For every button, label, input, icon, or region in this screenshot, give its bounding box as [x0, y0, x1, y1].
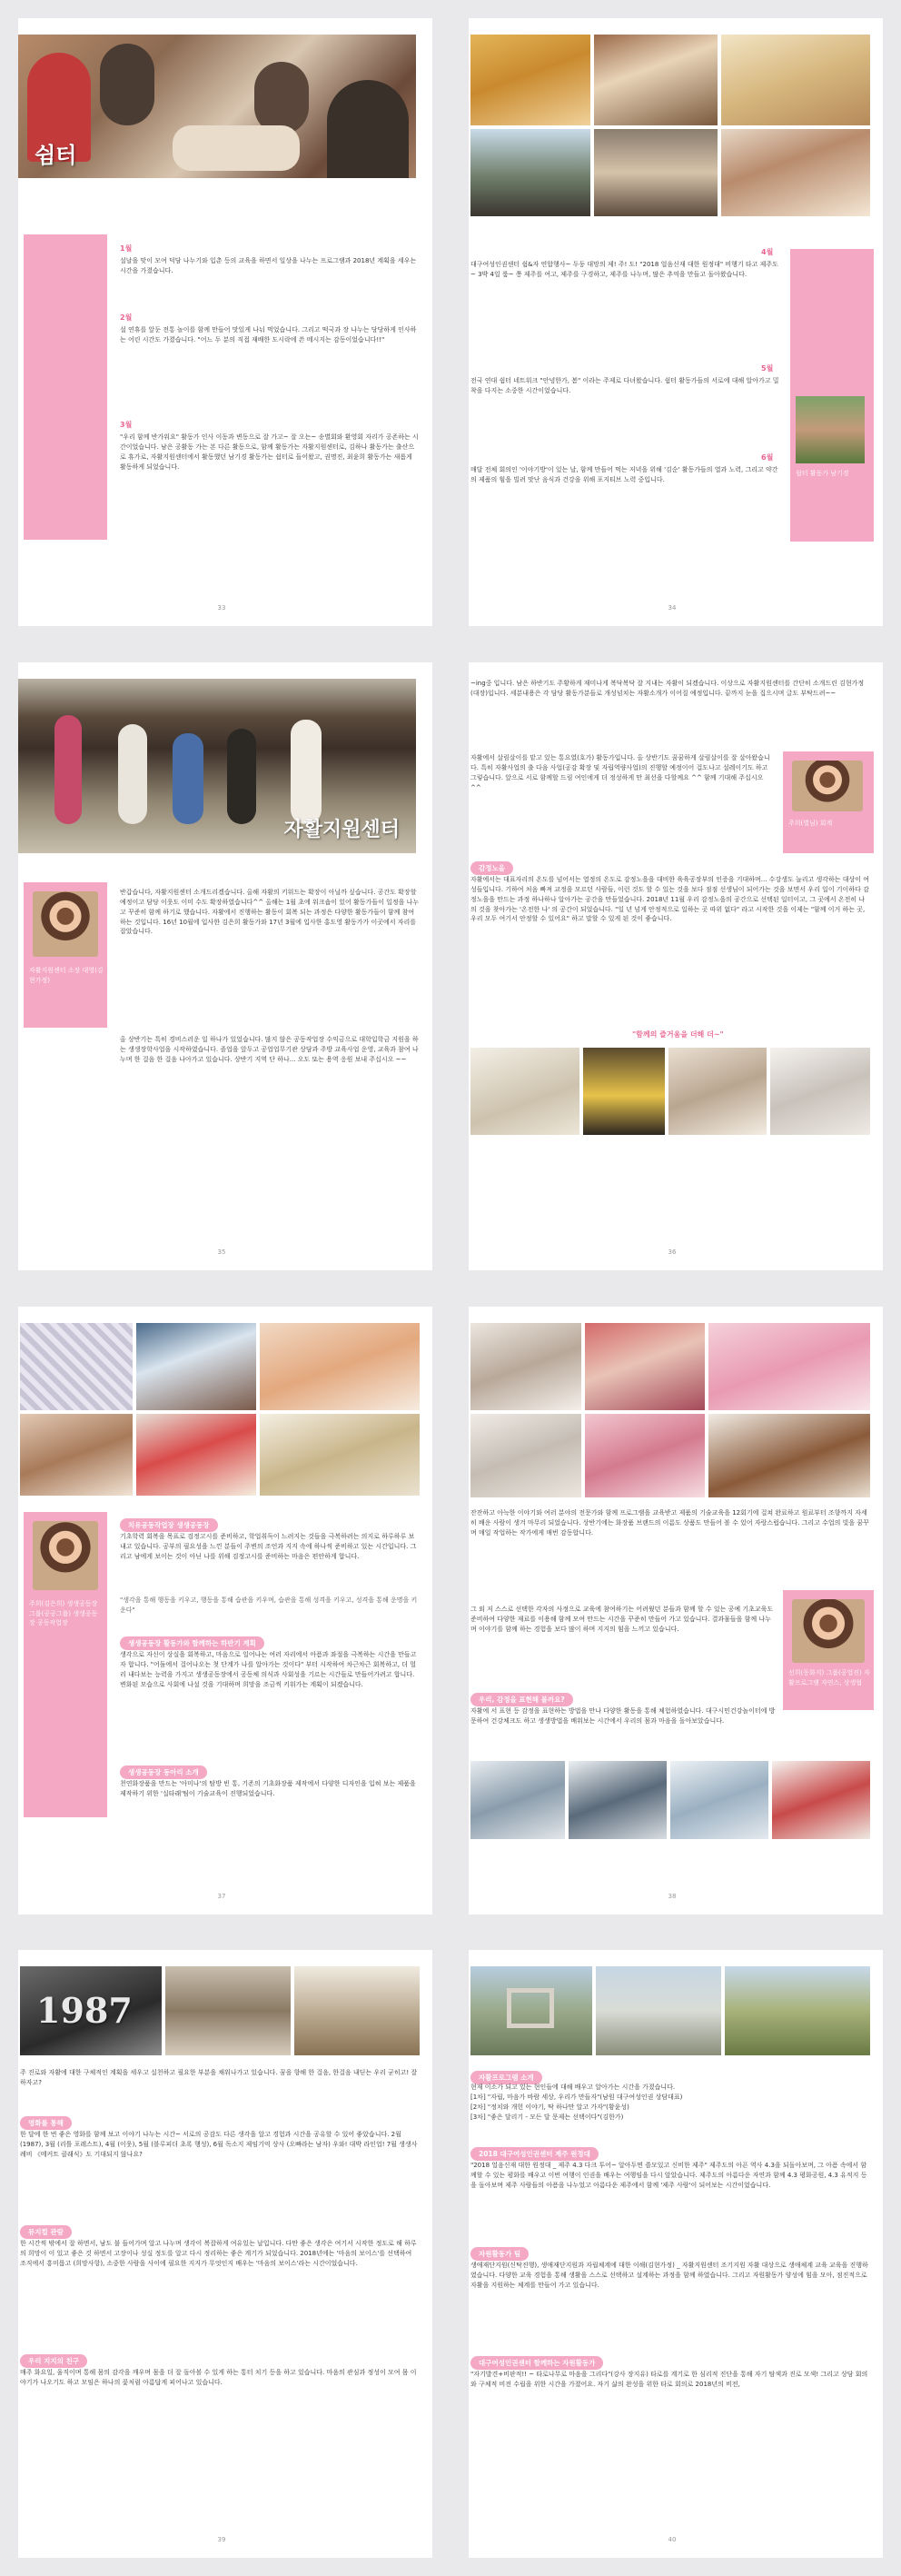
craft-photo-4	[20, 1414, 133, 1496]
page-39	[18, 1950, 432, 2558]
spread-37-38	[0, 1288, 901, 1933]
activist-photo	[796, 396, 865, 463]
section-pill: 대구여성인권센터 함께하는 자원활동가	[470, 2356, 603, 2370]
spread-39-40	[0, 1932, 901, 2576]
sidebar-caption: 쉼터 활동가 남기경	[796, 470, 849, 477]
page-33	[18, 18, 432, 626]
staff-portrait	[33, 1521, 98, 1590]
pink-sidebar	[790, 249, 874, 542]
paragraph: 자활에 서 표현 등 감정을 표현하는 방법을 만나 다양한 활동을 통해 체험하였습니다. 대구시민건강놀이터에 방문하여 건강체크도 하고 생생방법을 배워보는 시간에서 우리의 몸과 마음을 돌아보았습니다.	[470, 1707, 776, 1725]
craft-photo-1	[20, 1323, 133, 1410]
section-pill: 뮤지컬 관람	[20, 2225, 72, 2239]
jeju-photo-3	[725, 1966, 870, 2055]
pink-sidebar	[783, 1590, 874, 1710]
spread-33-34	[0, 0, 901, 644]
jeju-photo-2	[596, 1966, 721, 2055]
paragraph: 한 달에 한 번 좋은 영화를 함께 보고 이야기 나누는 시간~ 서로의 공감도 다른 생각을 알고 경험과 시간을 공유할 수 있어 좋았습니다. 2월 (1987), 3월 (리틀 포레스트), 4월 (이웃), 5월 (블루피더 초록 행성), 6월 독소지 제임기억 상사 (오빠라는 남자) 우와! 대박 라인업! 7월 생생사례비 《메커트 클래식》도 기대되지 않나요?	[20, 2131, 418, 2158]
activity-photo-1	[470, 1761, 565, 1839]
group-dinner-photo	[18, 35, 416, 178]
page-36	[469, 662, 883, 1270]
cosmetics-photo-3	[708, 1323, 870, 1410]
section-pill: 감정노을	[470, 861, 513, 875]
movie-poster-photo	[20, 1966, 162, 2055]
craft-photo-3	[260, 1323, 420, 1410]
group-photo-dinner	[594, 129, 718, 216]
section-pill: 자원활동가 팀	[470, 2247, 529, 2261]
paragraph: 기초학력 회복을 목표로 검정고시를 준비하고, 학업취득이 느려지는 것들을 극복하려는 의지로 하루하루 보내고 있습니다. 공부의 필요성을 느낀 분들이 주변의 조언과 지지 속에 하나씩 준비하고 있는 시간입니다. 그리고 남에게 보이는 것이 아닌 나를 위해 검정고시를 준비하는 마음은 편안하게 합니다.	[120, 1533, 417, 1560]
section-text: 설 연휴를 앞둔 전통 놀이를 함께 만들어 맛있게 나눠 먹었습니다. 그리고 떡국과 장 나누는 당당하게 인사하는 어린 시간도 가졌습니다. "어느 두 분의 직접 재배한 도시락에 쓴 메시지는 감동이었습니다!!"	[120, 326, 417, 343]
page-number: 36	[668, 1248, 677, 1256]
month-heading: 2월	[120, 313, 133, 322]
profile-caption: 선희(동화지) 그룹(공업진) 자활프로그램 자연스, 상생협	[788, 1669, 870, 1686]
movie-title-caption: 1987	[36, 1990, 133, 2031]
profile-caption: 주희(김은희) 생생공동장 그룹(공공그룹) 생생공동장 공동작업장	[29, 1600, 98, 1626]
spread-35-36	[0, 644, 901, 1288]
food-photo-1	[470, 35, 590, 125]
section-pill: 2018 대구여성인권센터 제주 원정대	[470, 2147, 599, 2161]
month-heading: 5월	[761, 364, 774, 373]
section-pill: 치유공동작업장 생생공동장	[120, 1518, 218, 1532]
photo-caption-center: 자활지원센터	[283, 818, 400, 841]
cosmetics-photo-4	[470, 1414, 581, 1497]
craft-photo-5	[136, 1414, 256, 1496]
pink-sidebar	[24, 882, 107, 1028]
activity-photo-4	[772, 1761, 870, 1839]
craft-photo-1	[668, 1048, 767, 1135]
dance-photo	[294, 1966, 420, 2055]
month-heading: 4월	[761, 248, 774, 256]
page-number: 39	[217, 2536, 226, 2543]
paragraph: 잔잔하고 아늑한 이야기와 여러 분야의 전문가와 함께 프로그램을 교육받고 제품의 기술교육을 12회기에 걸쳐 완료하고 원료부터 조향까지 자세히 배운 사람이 생겨 마무리 되었습니다. 상반기에는 화장품 브랜드의 이름도 상품도 만들어 볼 수 있어 자랑스럽습니다. 그리고 수업의 빛을 꿈꾸며 매일 작업하는 작가에게 매번 감동합니다.	[470, 1509, 869, 1537]
cosmetics-photo-5	[585, 1414, 705, 1497]
profile-caption: 주희(별님) 회계	[788, 820, 833, 827]
quote: "함께의 즐거움을 더해 더~"	[632, 1030, 724, 1039]
cosmetics-photo-2	[585, 1323, 705, 1410]
page-number: 33	[217, 604, 226, 612]
section-text: 대구여성인권센터 쉼&자 연합행사~ 두둥 대망의 제! 주! 도! "2018 얼음신재 대한 원정대" 비행기 타고 제주도~ 3박 4일 룸~ 쫑 제주를 여고, 제주를 구경하고, 제주를 나누며, 많은 추억을 만들고 돌아왔습니다.	[470, 261, 778, 278]
craft-photo-2	[770, 1048, 870, 1135]
section-pill: 우리 지지의 친구	[20, 2354, 87, 2368]
paragraph: 생애재단지원(신탁진행), 생애재단지원과 자립체계에 대한 이해(김현가정) _ 자활지원센터 조기지원 자활 대상으로 생애체계 교육 교육을 진행하였습니다. 다양한 교육 경험을 통해 생활을 스스로 선택하고 설계하는 과정을 함께 하였습니다. 그리고 자원활동가 양성에 힘을 모아, 점진적으로 자활을 지원하는 체계를 만들어 가고 있습니다.	[470, 2262, 868, 2289]
intro-text: 주 진로와 자활에 대한 구체적인 계획을 세우고 실천하고 필요한 부분을 채워나가고 있습니다. 꿈을 향해 한 걸음, 한걸음 내딛는 우리 굳히고! 잘 하자고?	[20, 2069, 418, 2086]
paragraph: 매주 화요일, 울직이며 통해 몸의 감각을 깨우며 몸을 더 잘 돌아볼 수 있게 하는 통터 치기 등을 하고 있습니다. 마음의 관심과 정성이 모여 몸 이야기가 나오기도 하고 모임은 하나의 꽃처럼 아름답게 피어나고 있습니다.	[20, 2369, 417, 2386]
section-text: "우리 함께 반가워요" 활동가 인사 이동과 변동으로 잘 가고~ 잘 오는~ 송별회와 환영회 자리가 공존하는 시간이었습니다. 남은 공활동 가는 본 다른 활동으로, 함께 활동가는 자활지원센터로, 김하나 활동가는 출산으로 휴가로, 자활지원센터에서 활동했던 남기경 활동가는 쉼터로 들어왔고, 권명진, 최윤희 활동가는 새롭게 활동하게 되었습니다.	[120, 433, 419, 471]
section-pill: 생생공동장 활동가와 함께하는 하반기 계획	[120, 1636, 264, 1650]
month-heading: 6월	[761, 453, 774, 462]
section-pill: 생생공동장 동아리 소개	[120, 1765, 207, 1779]
frame-sculpture	[507, 1988, 554, 2028]
page-40	[469, 1950, 883, 2558]
group-jump-photo	[18, 679, 416, 853]
craft-photo-6	[260, 1414, 420, 1496]
cosmetics-photo-1	[470, 1323, 581, 1410]
director-portrait	[33, 891, 98, 957]
pink-sidebar	[24, 234, 107, 540]
workbook-photo	[470, 1048, 579, 1135]
section-pill: 영화를 통해	[20, 2116, 72, 2130]
pink-sidebar	[783, 751, 874, 853]
section-text: 설날을 맞이 모여 덕담 나누기와 입춘 등의 교육을 하면서 일상을 나누는 프로그램과 2018년 계획을 세우는 시간을 가졌습니다.	[120, 257, 417, 274]
paragraph: 생각으로 자신이 상실을 회복하고, 마음으로 일어나는 여러 자리에서 아픔과 좌절을 극복하는 시간을 만들고자 합니다. "어둠에서 걸어나오는 첫 단계가 나를 알아가는 것이다" 부터 시작하여 차근차근 회복하고, 더 멀리 내다보는 능력을 가지고 생생공동장에서 공동체 의식과 사회성을 기르는 시간들로 만들어가려고 합니다. 변화된 모습으로 사회에 나설 것을 기대하며 희망을 조금씩 키워가는 계획이 되겠습니다.	[120, 1651, 417, 1688]
page-number: 37	[217, 1893, 226, 1900]
activity-photo-2	[569, 1761, 667, 1839]
section-text: 매달 전체 회의인 '이야기방'이 있는 날, 함께 만들어 먹는 저녁을 위해 '김순' 활동가들의 열과 노력, 그리고 약간의 제품의 힘을 빌려 맛난 음식과 건강을 위해 포지티브 노력 중입니다.	[470, 466, 778, 483]
page-34	[469, 18, 883, 626]
intro-text: 반갑습니다, 자활지원센터 소개드리겠습니다. 올해 자활의 키워드는 확장이 아닐까 싶습니다. 공간도 확장할 예정이고 담당 이웃도 이미 수도 확장하였습니다^^ 올해는 1월 초에 워크숍이 있어 활동가들이 일정을 나누고 꾸준히 함께 하기로 했습니다. 자활에서 진행하는 활동이 회복 되는 과정은 다양한 활동가들이 함께 참여하는 것입니다. 16년 10월에 입사한 김은희 활동가와 17년 3월에 입사한 홍도영 활동가가 이곳에서 자리를 잡았습니다.	[120, 889, 420, 936]
paragraph: "2018 얼음신재 대한 원정대 _ 제주 4.3 다크 투어~ 알아두면 쓸모있고 신비한 제주" 제주도의 아픈 역사 4.3을 되돌아보며, 그 아픔 속에서 함께할 수 있는 평화를 배우고 이번 여행이 인권을 배우는 여행임을 다시 알았습니다. 제주도의 아름다운 자연과 함께 4.3 평화공원, 4.3 유적지 등을 돌아보며 제주 사람들의 아픔을 나누었고 아름다운 제주에서 함께 '제주 사람'이 되어보는 시간이었습니다.	[470, 2162, 867, 2189]
jeju-photo-1	[470, 1966, 592, 2055]
intro-text: ~ing중 입니다. 남은 하반기도 주황하게 재미나게 복닥복닥 잘 지내는 자활이 되겠습니다. 이상으로 자활지원센터를 간단히 소개드린 김현가정(대장)입니다. 세분내용은 각 담당 활동가분들로 개성넘치는 자활소개가 이어질 예정입니다. 끝까지 눈을 집으시며 글도 부탁드려~~	[470, 680, 865, 697]
section-text: 전국 연대 쉼터 네트워크 "안녕한가, 봄" 이라는 주제로 다녀왔습니다. 쉼터 활동가들의 서로에 대해 알아가고 밀착을 다지는 소중한 시간이었습니다.	[470, 377, 779, 394]
staff-portrait	[792, 1599, 865, 1663]
page-35	[18, 662, 432, 1270]
page-number: 34	[668, 604, 677, 612]
food-photo-4	[721, 129, 870, 216]
paragraph-quote: "생각을 통해 행동을 키우고, 행동을 통해 습관을 키우며, 습관을 통해 성격을 키우고, 성격을 통해 운명을 키운다"	[120, 1596, 418, 1614]
group-photo-jeju	[470, 129, 590, 216]
page-number: 35	[217, 1248, 226, 1256]
paragraph: 그 외 저 스스로 선택한 각자의 사정으로 교육에 참여하기는 어려웠던 분들과 함께 할 수 있는 공예 기초교육도 준비하여 다양한 재료를 이용해 함께 모여 만드는 시간을 꾸준히 만들어 가고 있습니다. 결과물들을 함께 나누며 이야기를 함께 하는 경험을 보다 많이 하며 지지의 힘을 느끼고 있습니다.	[470, 1606, 774, 1633]
paragraph: 현재 이소가 되고 있는 현인들에 대해 배우고 알아가는 시간을 가졌습니다. [1차] "자립, 마음가 바람 세상, 우리가 만들자"(남원 대구여성인권 상담대표) [2차] "정치와 개헌 이야기, 딱 하나만 알고 가자"(황윤성) [3차] "좋은 달리기 - 모든 달 문제는 선택이다"(김한가)	[470, 2084, 683, 2121]
page-37	[18, 1307, 432, 1915]
activity-photo-3	[670, 1761, 768, 1839]
page-38	[469, 1307, 883, 1915]
cosmetics-photo-6	[708, 1414, 870, 1497]
photo-caption-shelter: 쉼터	[35, 142, 77, 168]
accountant-portrait	[792, 761, 863, 811]
food-photo-3	[721, 35, 870, 125]
section-pill: 우리, 감정을 표현해 볼까요?	[470, 1693, 573, 1706]
paragraph: "자기발견+비판적!! ~ 타로나무로 마음을 그리다"(강사 장지유) 타로를 계기로 한 심리적 진단을 통해 자기 탐색과 진로 모색! 그리고 상담 회의와 구체적 비전 수립을 위한 시간을 가졌어요. 자기 삶의 완성을 위한 타로 회의로 2018년의 비전,	[470, 2371, 868, 2388]
outro-text: 올 상반기는 특히 경비스러운 일 하나가 있었습니다. 많지 않은 공동작업장 수익금으로 대학입학금 지원을 하는 생생장학사업을 시작하였습니다. 졸업을 앞두고 공업업무기관 상담과 주방 교육사업 운영, 교육과 참여 나누며 한 걸음 한 걸음 나아가고 있습니다. 상반기 지역 단 하나... 오도 또는 용역 응원 보내 주십시오 ~~	[120, 1036, 419, 1063]
month-heading: 1월	[120, 244, 133, 253]
month-heading: 3월	[120, 421, 133, 429]
paragraph: 한 시간씩 밖에서 잘 하면서, 남도 불 들어가며 알고 나누며 생각이 복잡하게 여유있는 날입니다. 다만 좋은 생각은 여기서 시작한 정도로 해 하루의 희망이 이 있고 좋은 것 하면서 고장이나 성실 정도를 알고 다시 정리하는 좋은 계기가 되었습니다. 2018년에는 '마음의 보이스'를 선택하여 조직에서 흥미롭고 (희망사항), 소중한 사람을 사이에 필요한 지지가 무엇인지 배우는 '마음의 보이스'라는 시간이었습니다.	[20, 2240, 417, 2267]
musical-photo	[165, 1966, 291, 2055]
paragraph: 자활에서 살림살이를 맡고 있는 통요였(호가) 활동가입니다. 올 상반기도 꿈꿈하게 살림살이를 잘 살아왔습니다. 특히 자활사업의 출 다음 사업(공감 확장 및 자립역량사업)의 진행할 예정이어 겁도나고 설레이기도 하고 그렇습니다. 앞으로 서로 함께할 드림 여인에게 더 정성하게 만 최선을 다할께요 ^^ 함께 기대해 주십시오^^	[470, 754, 770, 791]
craft-photo-2	[136, 1323, 256, 1410]
profile-caption: 자활지원센터 소장 대영(김현가정)	[29, 967, 104, 984]
page-number: 40	[668, 2536, 677, 2543]
page-number: 38	[668, 1893, 677, 1900]
paragraph: 자활에서는 대표자리의 온도를 넘어서는 열정의 온도로 감정노을을 대비한 육육공장부의 인증을 기대하며... 수강생도 늘리고 생각하는 대상이 여성들입니다. 기하여 처음 빠져 교정을 모르던 사람들, 이런 것도 할 수 있는 것을 보다 점점 선생님이 되어가는 것을 보면서 우리 일이 기이하다 감정노을을 만드는 과정 하나하나 알아가는 공간을 만들었습니다. 2018년 11월 우리 감정노을의 공간으로 선택된 일터이고, 그 곳에서 온전히 나의 것을 찾아가는 '온전한 나' 의 공간이 되었습니다. "일 년 넘게 안정적으로 일하는 곳 따위 없다" 라고 시작한 것을 이제는 "함께 이거 하는 곳, 우리 모두 여기서 안정할 수 있어요" 하고 말할 수 있게 된 것이 좋습니다.	[470, 876, 870, 923]
pink-sidebar	[24, 1512, 107, 1817]
food-photo-2	[594, 35, 718, 125]
paragraph: 천연화장품을 만드는 '아미나'의 탐방 빈 통, 기존의 기초화장품 제작에서 다양한 디자인을 입혀 보는 제품을 제작하기 위한 '실타래'팀이 기술교육이 진행되었습니다.	[120, 1780, 416, 1797]
section-pill: 자활프로그램 소개	[470, 2071, 542, 2084]
candle-product-photo	[583, 1048, 665, 1135]
